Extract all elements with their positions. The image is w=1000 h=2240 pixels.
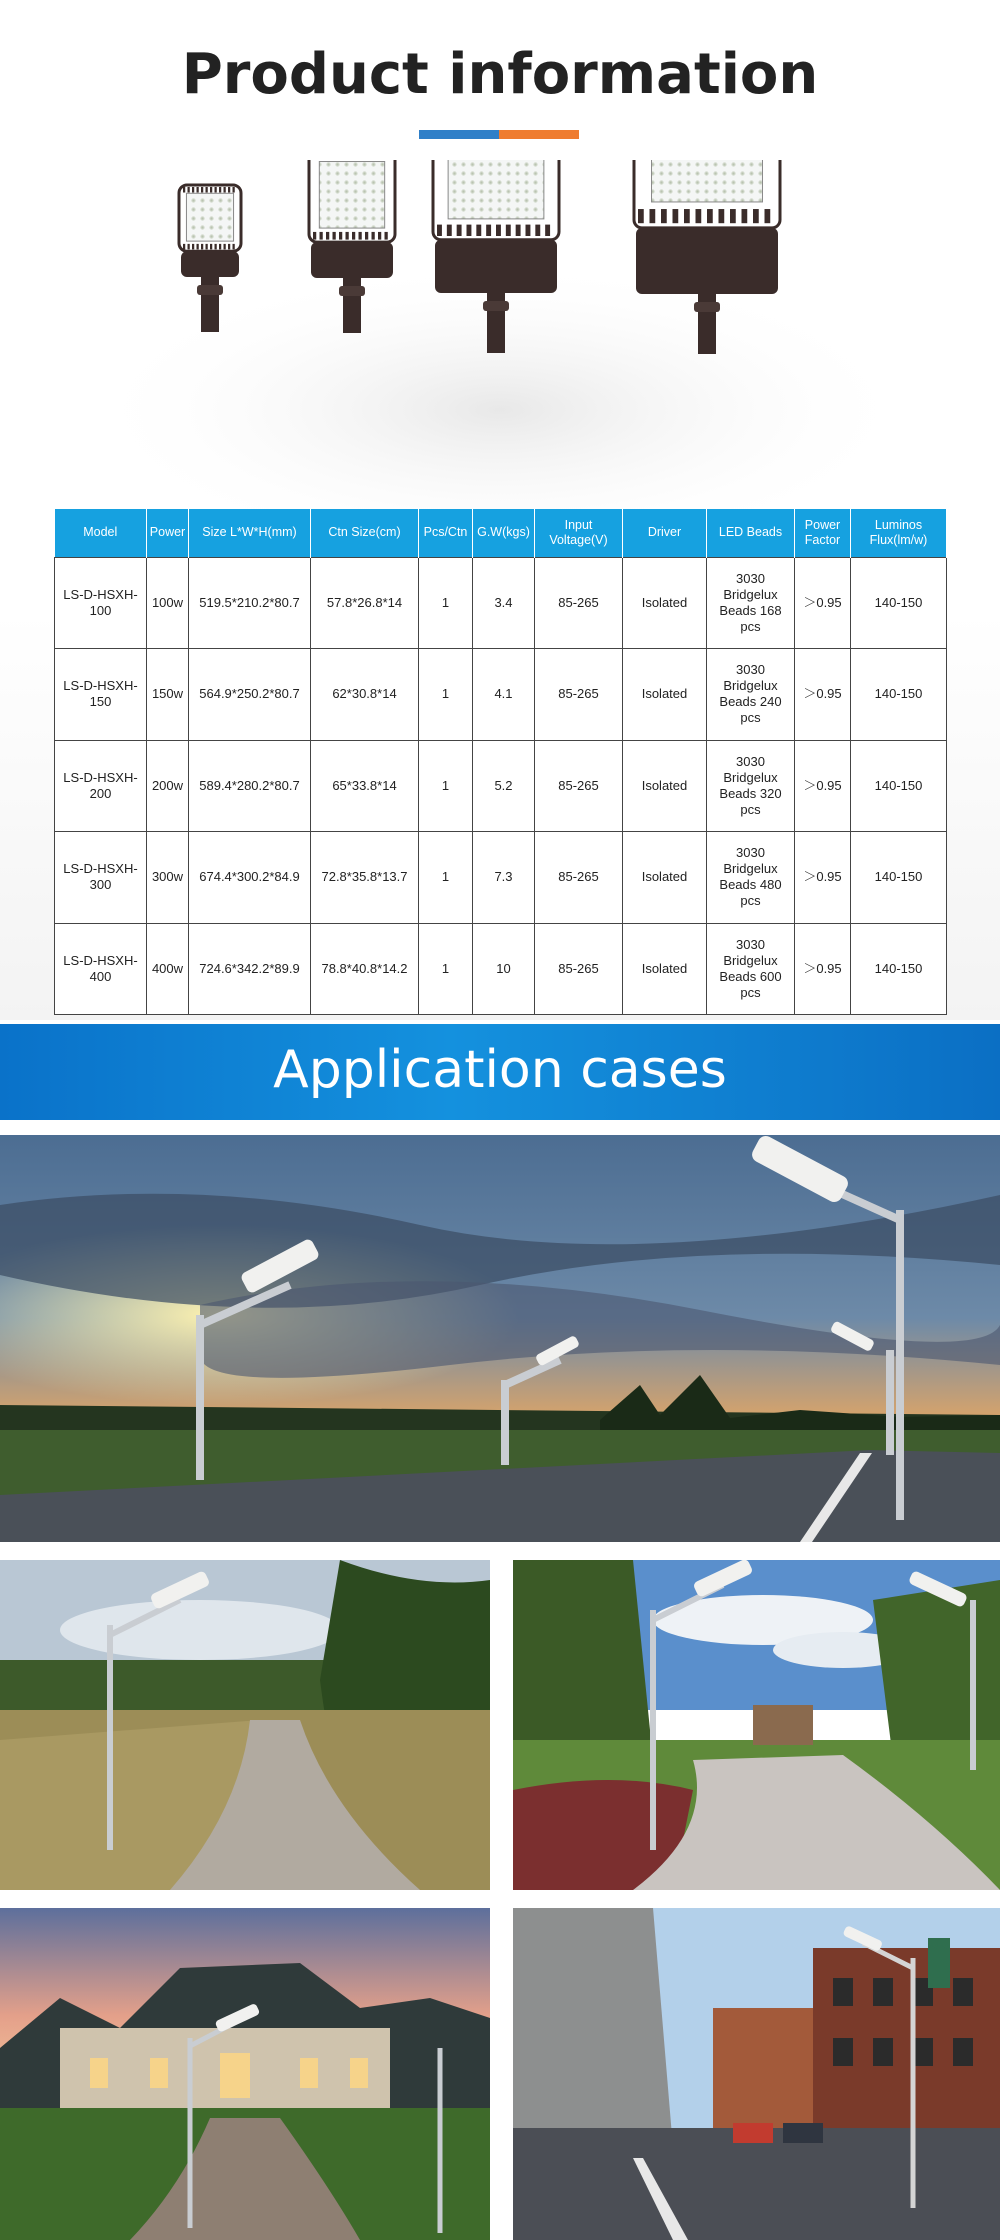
spec-cell: 85-265 (535, 740, 623, 832)
spec-cell: 85-265 (535, 832, 623, 924)
photo-town-street (513, 1908, 1000, 2240)
spec-cell: 200w (147, 740, 189, 832)
spec-cell: LS-D-HSXH-100 (55, 557, 147, 649)
spec-cell: 10 (473, 923, 535, 1015)
spec-cell: 3030 Bridgelux Beads 600 pcs (707, 923, 795, 1015)
spec-cell: 1 (419, 740, 473, 832)
spec-cell: LS-D-HSXH-150 (55, 649, 147, 741)
product-fixtures-image (0, 160, 1000, 510)
spec-cell: Isolated (623, 923, 707, 1015)
spec-row (55, 923, 947, 1015)
spec-cell: ＞0.95 (795, 740, 851, 832)
photo-villa-driveway (0, 1908, 490, 2240)
spec-column-header: LED Beads (707, 509, 795, 557)
spec-row (55, 649, 947, 741)
spec-cell: ＞0.95 (795, 923, 851, 1015)
spec-column-header: Size L*W*H(mm) (189, 509, 311, 557)
spec-cell: 7.3 (473, 832, 535, 924)
spec-cell: 674.4*300.2*84.9 (189, 832, 311, 924)
spec-cell: LS-D-HSXH-300 (55, 832, 147, 924)
spec-column-header: Luminos Flux(lm/w) (851, 509, 947, 557)
spec-table (54, 509, 947, 1015)
spec-cell: Isolated (623, 649, 707, 741)
photo-park-road (513, 1560, 1000, 1890)
spec-cell: 3030 Bridgelux Beads 168 pcs (707, 557, 795, 649)
spec-cell: 1 (419, 649, 473, 741)
fixtures-svg (0, 160, 1000, 510)
spec-cell: 140-150 (851, 923, 947, 1015)
spec-cell: 72.8*35.8*13.7 (311, 832, 419, 924)
application-title: Application cases (273, 1040, 727, 1100)
spec-cell: 57.8*26.8*14 (311, 557, 419, 649)
spec-cell: Isolated (623, 832, 707, 924)
spec-column-header: Power Factor (795, 509, 851, 557)
spec-cell: 519.5*210.2*80.7 (189, 557, 311, 649)
spec-cell: 150w (147, 649, 189, 741)
spec-cell: 140-150 (851, 740, 947, 832)
spec-cell: 3030 Bridgelux Beads 480 pcs (707, 832, 795, 924)
spec-row (55, 557, 947, 649)
spec-cell: 140-150 (851, 832, 947, 924)
spec-cell: ＞0.95 (795, 832, 851, 924)
spec-cell: Isolated (623, 740, 707, 832)
spec-cell: 4.1 (473, 649, 535, 741)
spec-cell: 5.2 (473, 740, 535, 832)
spec-cell: 85-265 (535, 923, 623, 1015)
spec-column-header: Driver (623, 509, 707, 557)
spec-cell: 140-150 (851, 557, 947, 649)
spec-cell: 65*33.8*14 (311, 740, 419, 832)
spec-cell: LS-D-HSXH-200 (55, 740, 147, 832)
spec-column-header: Model (55, 509, 147, 557)
spec-header-row (55, 509, 947, 557)
spec-cell: 1 (419, 557, 473, 649)
spec-column-header: G.W(kgs) (473, 509, 535, 557)
spec-cell: 589.4*280.2*80.7 (189, 740, 311, 832)
spec-cell: 1 (419, 832, 473, 924)
page-title: Product information (181, 42, 819, 107)
spec-cell: 300w (147, 832, 189, 924)
spec-cell: 100w (147, 557, 189, 649)
spec-column-header: Input Voltage(V) (535, 509, 623, 557)
spec-cell: 78.8*40.8*14.2 (311, 923, 419, 1015)
spec-cell: 400w (147, 923, 189, 1015)
photo-sunset-highway (0, 1135, 1000, 1542)
spec-row (55, 832, 947, 924)
spec-row (55, 740, 947, 832)
spec-cell: 1 (419, 923, 473, 1015)
spec-cell: 564.9*250.2*80.7 (189, 649, 311, 741)
spec-cell: 85-265 (535, 649, 623, 741)
spec-column-header: Pcs/Ctn (419, 509, 473, 557)
spec-cell: 3030 Bridgelux Beads 320 pcs (707, 740, 795, 832)
spec-cell: ＞0.95 (795, 557, 851, 649)
spec-cell: Isolated (623, 557, 707, 649)
spec-column-header: Power (147, 509, 189, 557)
spec-cell: 85-265 (535, 557, 623, 649)
title-underline-orange (499, 130, 579, 139)
spec-cell: 62*30.8*14 (311, 649, 419, 741)
spec-cell: LS-D-HSXH-400 (55, 923, 147, 1015)
spec-cell: 3030 Bridgelux Beads 240 pcs (707, 649, 795, 741)
title-underline-blue (419, 130, 499, 139)
photo-country-path (0, 1560, 490, 1890)
spec-cell: ＞0.95 (795, 649, 851, 741)
spec-cell: 3.4 (473, 557, 535, 649)
spec-column-header: Ctn Size(cm) (311, 509, 419, 557)
spec-cell: 724.6*342.2*89.9 (189, 923, 311, 1015)
spec-cell: 140-150 (851, 649, 947, 741)
